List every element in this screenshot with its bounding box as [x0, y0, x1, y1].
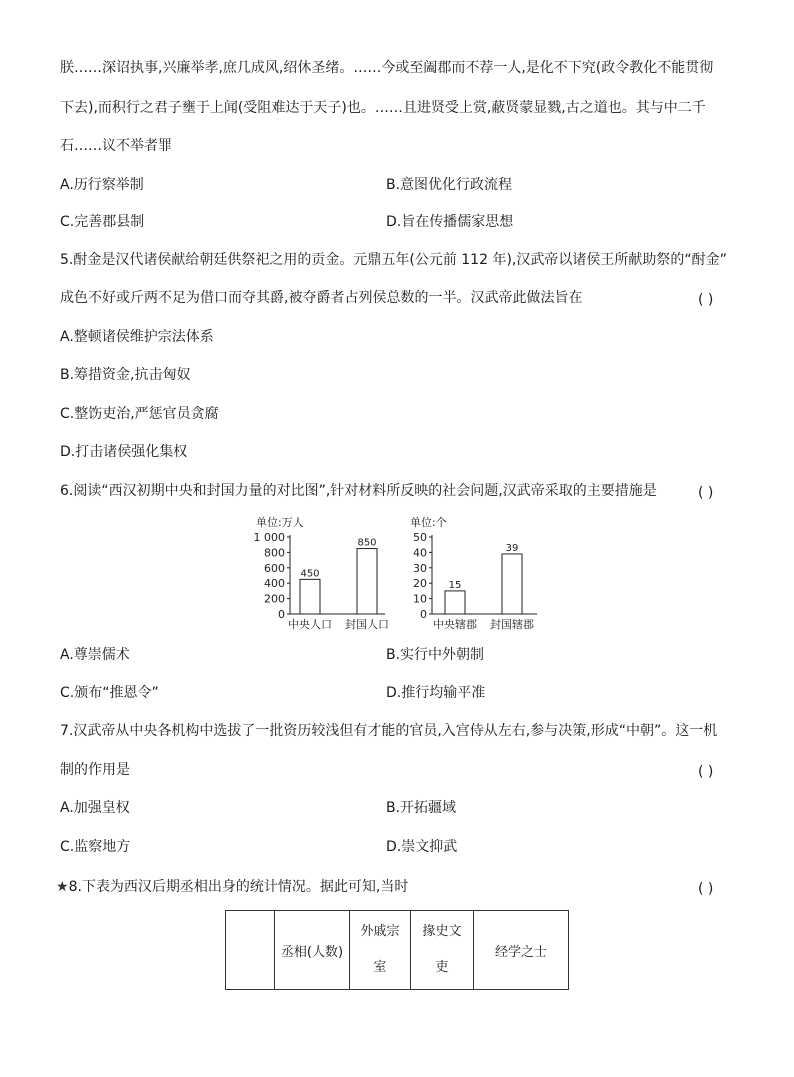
chart-category-label: 封国辖郡	[490, 618, 534, 631]
q8-stem-wrap	[56, 877, 408, 897]
chart-y-tick-label: 40	[413, 546, 427, 560]
q5-option-d[interactable]: D.打击诸侯强化集权	[60, 444, 188, 460]
passage-line-1: 朕……深诏执事,兴廉举孝,庶几成风,绍休圣绪。……今或至阖郡而不荐一人,是化不下究(政令教化不能贯彻	[60, 60, 714, 76]
chart-bar	[300, 579, 320, 614]
chart-y-tick-label: 1 000	[253, 531, 285, 544]
chart-y-tick-label: 800	[264, 546, 285, 560]
chart-unit-label: 单位:万人	[256, 516, 304, 529]
star-icon: ★	[56, 879, 69, 895]
passage-line-3: 石……议不举者罪	[60, 138, 172, 154]
q6-stem: 6.阅读“西汉初期中央和封国力量的对比图”,针对材料所反映的社会问题,汉武帝采取的主要措施是	[60, 483, 657, 499]
chart-data-label: 39	[505, 542, 519, 554]
chart-bar	[445, 591, 465, 614]
q8-stem: 8.下表为西汉后期丞相出身的统计情况。据此可知,当时	[68, 879, 409, 895]
chart-data-label: 450	[300, 568, 320, 580]
chart-data-label: 850	[357, 537, 377, 549]
population-chart-svg	[250, 515, 400, 635]
chart-y-tick-label: 0	[278, 608, 285, 621]
q6-answer-paren[interactable]: ( )	[698, 485, 714, 501]
q7-answer-paren[interactable]: ( )	[698, 764, 714, 780]
q5-option-b[interactable]: B.筹措资金,抗击匈奴	[60, 367, 191, 383]
chart-y-tick-label: 600	[264, 561, 285, 575]
table-cell-consort-clan: 外戚宗 室	[350, 911, 411, 990]
chart-bar	[357, 549, 377, 614]
q5-option-c[interactable]: C.整饬吏治,严惩官员贪腐	[60, 406, 219, 422]
chart-category-label: 中央人口	[288, 618, 332, 631]
table-row	[226, 911, 569, 990]
chart-y-tick-label: 0	[420, 608, 427, 621]
chancellor-origin-table	[225, 910, 569, 990]
q5-option-a[interactable]: A.整顿诸侯维护宗法体系	[60, 329, 214, 345]
q8-answer-paren[interactable]: ( )	[698, 881, 714, 897]
q5-stem-line-1: 5.酎金是汉代诸侯献给朝廷供祭祀之用的贡金。元鼎五年(公元前 112 年),汉武帝以诸侯王所献助祭的“酎金”	[60, 252, 727, 268]
chart-y-tick-label: 20	[413, 577, 427, 591]
chart-y-tick-label: 400	[264, 577, 285, 591]
q5-answer-paren[interactable]: ( )	[698, 292, 714, 308]
q7-option-a[interactable]: A.加强皇权	[60, 800, 130, 816]
q6-option-b[interactable]: B.实行中外朝制	[386, 647, 485, 663]
chart-unit-label: 单位:个	[410, 516, 447, 529]
table-cell-chancellor: 丞相(人数)	[275, 911, 350, 990]
q4-option-c[interactable]: C.完善郡县制	[60, 214, 145, 230]
table-cell-clerk: 掾史文 吏	[411, 911, 474, 990]
population-chart	[250, 515, 400, 639]
chart-data-label: 15	[448, 579, 462, 591]
chart-bar	[502, 554, 522, 614]
commandery-chart	[410, 515, 550, 639]
q6-option-c[interactable]: C.颁布“推恩令”	[60, 685, 159, 701]
q4-option-a[interactable]: A.历行察举制	[60, 177, 144, 193]
q6-option-a[interactable]: A.尊崇儒术	[60, 647, 130, 663]
q7-stem-line-1: 7.汉武帝从中央各机构中选拔了一批资历较浅但有才能的官员,入宫侍从左右,参与决策,形成“中朝”。这一机	[60, 723, 718, 739]
chart-y-tick-label: 10	[413, 592, 427, 606]
q7-stem-line-2: 制的作用是	[60, 762, 130, 778]
passage-line-2: 下去),而积行之君子壅于上闻(受阻难达于天子)也。……且进贤受上赏,蔽贤蒙显戮,古之道也。其与中二千	[60, 100, 706, 116]
q6-option-d[interactable]: D.推行均输平准	[386, 685, 486, 701]
q4-option-d[interactable]: D.旨在传播儒家思想	[386, 214, 514, 230]
q4-option-b[interactable]: B.意图优化行政流程	[386, 177, 513, 193]
table-cell-empty	[226, 911, 275, 990]
q7-option-c[interactable]: C.监察地方	[60, 839, 131, 855]
chart-category-label: 封国人口	[345, 618, 389, 631]
chart-y-tick-label: 50	[413, 531, 427, 544]
q7-option-d[interactable]: D.崇文抑武	[386, 839, 458, 855]
q5-stem-line-2: 成色不好或斤两不足为借口而夺其爵,被夺爵者占列侯总数的一半。汉武帝此做法旨在	[60, 290, 583, 306]
chart-y-tick-label: 200	[264, 592, 285, 606]
commandery-chart-svg	[410, 515, 550, 635]
chart-category-label: 中央辖郡	[433, 618, 477, 631]
table-cell-classics-scholar: 经学之士	[474, 911, 569, 990]
q7-option-b[interactable]: B.开拓疆域	[386, 800, 457, 816]
chart-y-tick-label: 30	[413, 561, 427, 575]
